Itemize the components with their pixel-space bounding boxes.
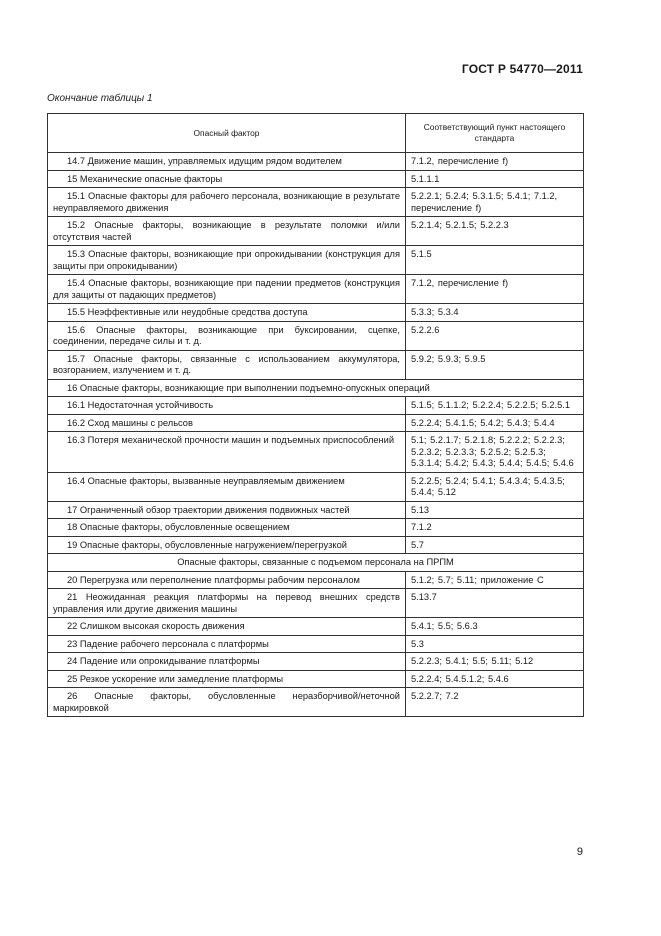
table-row xyxy=(48,635,584,653)
standard-clause-cell: 5.13.7 xyxy=(406,589,584,618)
hazard-factor-cell xyxy=(48,304,406,322)
section-heading-text: Опасные факторы, связанные с подъемом персонала на ПРПМ xyxy=(177,557,454,567)
table-row xyxy=(48,472,584,501)
table-body xyxy=(48,153,584,717)
standard-clause-cell: 7.1.2, перечисление f) xyxy=(406,275,584,304)
hazard-factor-cell xyxy=(48,414,406,432)
table-row xyxy=(48,618,584,636)
standard-clause-cell: 5.9.2; 5.9.3; 5.9.5 xyxy=(406,350,584,379)
standard-clause-cell: 5.1.5 xyxy=(406,246,584,275)
hazard-factor-cell xyxy=(48,217,406,246)
hazard-factor-text: 15 Механические опасные факторы xyxy=(67,173,223,184)
hazard-factor-text: 18 Опасные факторы, обусловленные освещением xyxy=(67,522,290,532)
standard-clause-cell: 5.2.2.4; 5.4.5.1.2; 5.4.6 xyxy=(406,670,584,688)
standard-clause-cell: 5.2.1.4; 5.2.1.5; 5.2.2.3 xyxy=(406,217,584,246)
hazard-factor-cell xyxy=(48,350,406,379)
hazard-factor-text: 22 Слишком высокая скорость движения xyxy=(67,621,245,631)
table-row xyxy=(48,153,584,171)
standard-clause-cell: 5.2.2.1; 5.2.4; 5.3.1.5; 5.4.1; 7.1.2, перечисление f) xyxy=(406,188,584,217)
hazard-factor-text: 20 Перегрузка или переполнение платформы рабочим персоналом xyxy=(67,574,360,585)
standard-clause-cell: 5.3.3; 5.3.4 xyxy=(406,304,584,322)
standard-clause-cell: 5.3 xyxy=(406,635,584,653)
table-row xyxy=(48,188,584,217)
standard-clause-cell: 5.2.2.5; 5.2.4; 5.4.1; 5.4.3.4; 5.4.3.5; 5.4.4; 5.12 xyxy=(406,472,584,501)
table-row xyxy=(48,170,584,188)
section-heading-cell xyxy=(48,554,584,572)
hazard-factor-cell xyxy=(48,188,406,217)
hazard-factor-text: 15.5 Неэффективные или неудобные средства доступа xyxy=(67,307,308,317)
standard-clause-cell: 5.1.1.1 xyxy=(406,170,584,188)
hazard-factor-cell xyxy=(48,670,406,688)
table-row xyxy=(48,554,584,572)
standard-clause-cell: 5.13 xyxy=(406,501,584,519)
table-row xyxy=(48,304,584,322)
table-row xyxy=(48,571,584,589)
table-row xyxy=(48,688,584,717)
hazard-factor-text: 15.6 Опасные факторы, возникающие при буксировании, сцепке, соединении, передаче силы и т. д. xyxy=(53,324,400,346)
table-row xyxy=(48,670,584,688)
column-header-clause: Соответствующий пункт настоящего стандарта xyxy=(406,114,584,153)
hazard-factor-text: 16.1 Недостаточная устойчивость xyxy=(67,400,214,410)
hazard-factor-cell xyxy=(48,589,406,618)
standard-clause-cell: 5.2.2.7; 7.2 xyxy=(406,688,584,717)
table-row xyxy=(48,379,584,397)
hazard-factor-cell xyxy=(48,432,406,473)
standard-clause-cell: 5.1; 5.2.1.7; 5.2.1.8; 5.2.2.2; 5.2.2.3; 5.2.3.2; 5.2.3.3; 5.2.5.2; 5.2.5.3; 5.3.1.4; 5.4.2; 5.4.3; 5.4.4; 5.4.5; 5.4.6 xyxy=(406,432,584,473)
hazard-factor-text: 15.4 Опасные факторы, возникающие при падении предметов (конструкция для защиты от падающих предметов) xyxy=(53,278,400,300)
standard-clause-cell: 5.1.5; 5.1.1.2; 5.2.2.4; 5.2.2.5; 5.2.5.1 xyxy=(406,397,584,415)
hazard-factor-text: 15.3 Опасные факторы, возникающие при опрокидывании (конструкция для защиты при опрокидывании) xyxy=(53,249,400,271)
standard-clause-cell: 7.1.2, перечисление f) xyxy=(406,153,584,171)
hazard-factor-text: 15.2 Опасные факторы, возникающие в результате поломки и/или отсутствия частей xyxy=(53,220,400,242)
hazard-factor-cell xyxy=(48,170,406,188)
standard-clause-cell: 5.2.2.6 xyxy=(406,321,584,350)
hazard-factor-text: 17 Ограниченный обзор траектории движения подвижных частей xyxy=(67,504,350,515)
hazard-factor-cell xyxy=(48,519,406,537)
standard-clause-cell: 5.7 xyxy=(406,536,584,554)
hazard-factor-text: 15.1 Опасные факторы для рабочего персонала, возникающие в результате неуправляемого движения xyxy=(53,191,400,213)
standard-clause-cell: 7.1.2 xyxy=(406,519,584,537)
hazard-factor-cell xyxy=(48,536,406,554)
hazard-group-text: 16 Опасные факторы, возникающие при выполнении подъемно-опускных операций xyxy=(67,382,430,393)
hazard-factor-text: 25 Резкое ускорение или замедление платформы xyxy=(67,673,284,684)
page-number: 9 xyxy=(576,846,583,858)
hazard-factor-text: 23 Падение рабочего персонала с платформы xyxy=(67,638,269,649)
hazard-factor-text: 24 Падение или опрокидывание платформы xyxy=(67,656,260,666)
hazard-factor-text: 26 Опасные факторы, обусловленные неразборчивой/неточной маркировкой xyxy=(53,691,400,713)
hazard-factor-text: 15.7 Опасные факторы, связанные с использованием аккумулятора, возгоранием, излучением и т. д. xyxy=(53,353,400,375)
table-row xyxy=(48,414,584,432)
standard-clause-cell: 5.2.2.3; 5.4.1; 5.5; 5.11; 5.12 xyxy=(406,653,584,671)
hazard-group-cell xyxy=(48,379,584,397)
hazard-factor-cell xyxy=(48,635,406,653)
table-row xyxy=(48,350,584,379)
table-row xyxy=(48,275,584,304)
table-row xyxy=(48,501,584,519)
hazard-factor-text: 16.2 Сход машины с рельсов xyxy=(67,417,193,428)
hazard-factor-text: 16.3 Потеря механической прочности машин и подъемных приспособлений xyxy=(67,435,395,445)
hazard-factor-cell xyxy=(48,275,406,304)
table-row xyxy=(48,653,584,671)
standard-code: ГОСТ Р 54770—2011 xyxy=(461,62,583,76)
table-row xyxy=(48,536,584,554)
standard-clause-cell: 5.1.2; 5.7; 5.11; приложение С xyxy=(406,571,584,589)
hazard-factor-cell xyxy=(48,246,406,275)
hazard-factor-text: 21 Неожиданная реакция платформы на перевод внешних средств управления или другие движения машины xyxy=(53,592,400,614)
hazard-factor-cell xyxy=(48,321,406,350)
hazard-factor-text: 19 Опасные факторы, обусловленные нагружением/перегрузкой xyxy=(67,539,347,550)
hazard-factor-text: 14.7 Движение машин, управляемых идущим рядом водителем xyxy=(67,156,342,166)
hazard-factor-text: 16.4 Опасные факторы, вызванные неуправляемым движением xyxy=(67,475,345,486)
hazards-table xyxy=(47,113,584,717)
table-caption: Окончание таблицы 1 xyxy=(47,93,153,104)
table-row xyxy=(48,217,584,246)
hazard-factor-cell xyxy=(48,618,406,636)
table-header-row xyxy=(48,114,584,153)
hazard-factor-cell xyxy=(48,397,406,415)
hazard-factor-cell xyxy=(48,688,406,717)
table-row xyxy=(48,589,584,618)
hazard-factor-cell xyxy=(48,472,406,501)
column-header-factor: Опасный фактор xyxy=(48,114,406,153)
hazard-factor-cell xyxy=(48,571,406,589)
hazard-factor-cell xyxy=(48,653,406,671)
standard-clause-cell: 5.2.2.4; 5.4.1.5; 5.4.2; 5.4.3; 5.4.4 xyxy=(406,414,584,432)
standard-clause-cell: 5.4.1; 5.5; 5.6.3 xyxy=(406,618,584,636)
table-row xyxy=(48,321,584,350)
table-row xyxy=(48,397,584,415)
table-row xyxy=(48,519,584,537)
table-row xyxy=(48,246,584,275)
table-row xyxy=(48,432,584,473)
hazard-factor-cell xyxy=(48,153,406,171)
hazard-factor-cell xyxy=(48,501,406,519)
